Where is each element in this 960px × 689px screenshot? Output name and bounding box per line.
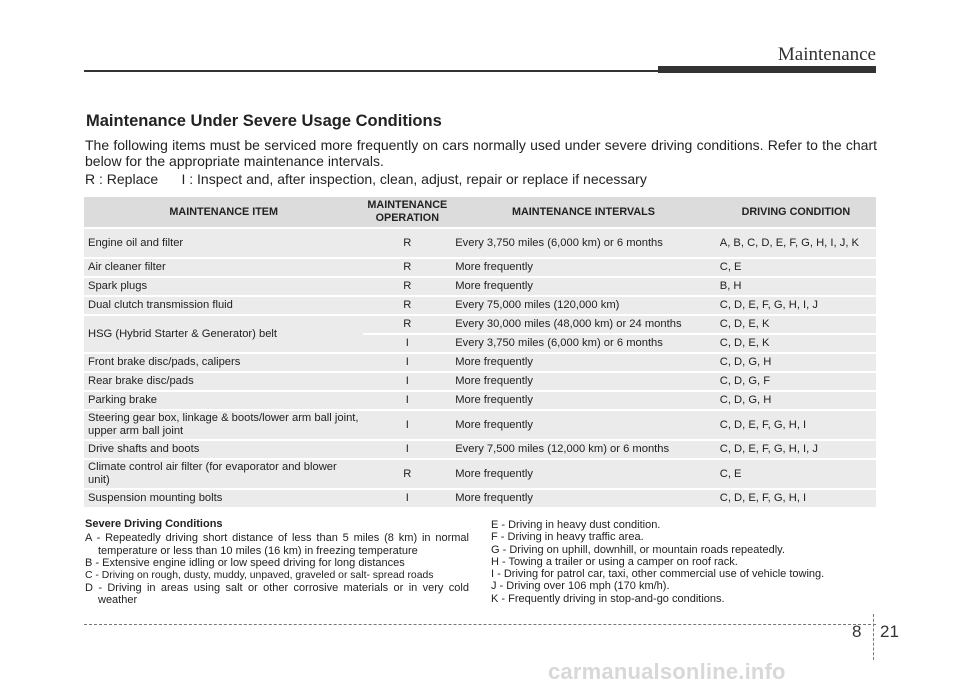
footer-rule xyxy=(84,624,876,625)
operation-cell: I xyxy=(363,490,451,507)
table-row xyxy=(84,354,876,371)
operation-cell: R xyxy=(363,316,451,333)
severe-conditions-right xyxy=(491,519,881,605)
condition-cell: C, D, E, F, G, H, I xyxy=(716,411,876,439)
interval-cell: More frequently xyxy=(451,373,716,390)
table-row xyxy=(84,278,876,295)
condition-note: H - Towing a trailer or using a camper on roof rack. xyxy=(491,555,738,568)
operation-cell: R xyxy=(363,297,451,314)
interval-cell: Every 7,500 miles (12,000 km) or 6 months xyxy=(451,441,716,458)
table-row xyxy=(84,316,876,333)
table-row xyxy=(84,373,876,390)
table-row xyxy=(84,460,876,488)
condition-note: F - Driving in heavy traffic area. xyxy=(491,531,644,544)
interval-cell: More frequently xyxy=(451,354,716,371)
operation-cell: I xyxy=(363,441,451,458)
interval-cell: More frequently xyxy=(451,259,716,276)
condition-cell: C, D, G, H xyxy=(716,392,876,409)
item-cell: HSG (Hybrid Starter & Generator) belt xyxy=(84,316,363,352)
item-cell: Climate control air filter (for evaporator and blower unit) xyxy=(84,460,363,488)
item-cell: Dual clutch transmission fluid xyxy=(84,297,363,314)
condition-note: G - Driving on uphill, downhill, or mountain roads repeatedly. xyxy=(491,543,785,556)
interval-cell: Every 3,750 miles (6,000 km) or 6 months xyxy=(451,335,716,352)
operation-cell: R xyxy=(363,278,451,295)
interval-cell: Every 3,750 miles (6,000 km) or 6 months xyxy=(451,229,716,257)
operation-cell: R xyxy=(363,460,451,488)
section-title: Maintenance Under Severe Usage Conditions xyxy=(86,112,442,130)
table-row xyxy=(84,297,876,314)
operation-cell: I xyxy=(363,354,451,371)
item-cell: Spark plugs xyxy=(84,278,363,295)
item-cell: Drive shafts and boots xyxy=(84,441,363,458)
table-row xyxy=(84,441,876,458)
maintenance-table xyxy=(84,195,876,509)
intro-paragraph: The following items must be serviced more frequently on cars normally used under severe driving conditions. Refer to the chart below for the appropriate maintenance intervals. xyxy=(85,137,877,169)
interval-cell: More frequently xyxy=(451,460,716,488)
condition-cell: C, D, E, F, G, H, I, J xyxy=(716,441,876,458)
condition-cell: C, D, E, F, G, H, I xyxy=(716,490,876,507)
operation-cell: I xyxy=(363,373,451,390)
interval-cell: More frequently xyxy=(451,392,716,409)
interval-cell: Every 75,000 miles (120,000 km) xyxy=(451,297,716,314)
item-cell: Rear brake disc/pads xyxy=(84,373,363,390)
condition-cell: C, E xyxy=(716,259,876,276)
operation-cell: I xyxy=(363,335,451,352)
condition-note: B - Extensive engine idling or low speed driving for long distances xyxy=(85,557,405,570)
condition-cell: C, D, G, F xyxy=(716,373,876,390)
item-cell: Steering gear box, linkage & boots/lower arm ball joint, upper arm ball joint xyxy=(84,411,363,439)
table-row xyxy=(84,229,876,257)
operation-legend: R : Replace I : Inspect and, after inspection, clean, adjust, repair or replace if necessary xyxy=(85,171,647,187)
header-driving-condition: DRIVING CONDITION xyxy=(716,197,876,227)
condition-note: E - Driving in heavy dust condition. xyxy=(491,519,661,531)
item-cell: Front brake disc/pads, calipers xyxy=(84,354,363,371)
condition-cell: A, B, C, D, E, F, G, H, I, J, K xyxy=(716,229,876,257)
condition-note: D - Driving in areas using salt or other corrosive materials or in very cold weather xyxy=(85,582,469,607)
header-maintenance-item: MAINTENANCE ITEM xyxy=(84,197,363,227)
interval-cell: More frequently xyxy=(451,278,716,295)
operation-cell: R xyxy=(363,259,451,276)
condition-note: C - Driving on rough, dusty, muddy, unpaved, graveled or salt- spread roads xyxy=(85,569,434,581)
header-maintenance-operation: MAINTENANCE OPERATION xyxy=(363,197,451,227)
condition-cell: C, D, G, H xyxy=(716,354,876,371)
condition-note: J - Driving over 106 mph (170 km/h). xyxy=(491,580,670,593)
operation-cell: I xyxy=(363,392,451,409)
interval-cell: Every 30,000 miles (48,000 km) or 24 months xyxy=(451,316,716,333)
condition-note: K - Frequently driving in stop-and-go conditions. xyxy=(491,592,725,605)
condition-note: A - Repeatedly driving short distance of less than 5 miles (8 km) in normal temperature or less than 10 miles (16 km) in freezing temperature xyxy=(85,532,469,557)
interval-cell: More frequently xyxy=(451,411,716,439)
table-row xyxy=(84,259,876,276)
severe-conditions-left xyxy=(85,518,469,607)
site-watermark: carmanualsonline.info xyxy=(548,659,786,684)
item-cell: Engine oil and filter xyxy=(84,229,363,257)
running-header: Maintenance xyxy=(777,44,876,65)
page-number-value: 21 xyxy=(880,622,899,641)
condition-cell: C, D, E, F, G, H, I, J xyxy=(716,297,876,314)
table-row xyxy=(84,392,876,409)
condition-cell: C, D, E, K xyxy=(716,335,876,352)
condition-cell: C, E xyxy=(716,460,876,488)
table-row xyxy=(84,411,876,439)
header-rule-bar xyxy=(658,66,876,73)
item-cell: Air cleaner filter xyxy=(84,259,363,276)
operation-cell: I xyxy=(363,411,451,439)
header-rule xyxy=(84,70,660,72)
operation-cell: R xyxy=(363,229,451,257)
table-header-row xyxy=(84,197,876,227)
interval-cell: More frequently xyxy=(451,490,716,507)
table-row xyxy=(84,490,876,507)
chapter-number: 8 xyxy=(852,622,862,641)
condition-cell: B, H xyxy=(716,278,876,295)
severe-conditions-title: Severe Driving Conditions xyxy=(85,518,223,530)
condition-note: I - Driving for patrol car, taxi, other commercial use of vehicle towing. xyxy=(491,568,825,581)
item-cell: Suspension mounting bolts xyxy=(84,490,363,507)
condition-cell: C, D, E, K xyxy=(716,316,876,333)
item-cell: Parking brake xyxy=(84,392,363,409)
page-number-divider xyxy=(873,614,874,660)
header-maintenance-intervals: MAINTENANCE INTERVALS xyxy=(451,197,716,227)
